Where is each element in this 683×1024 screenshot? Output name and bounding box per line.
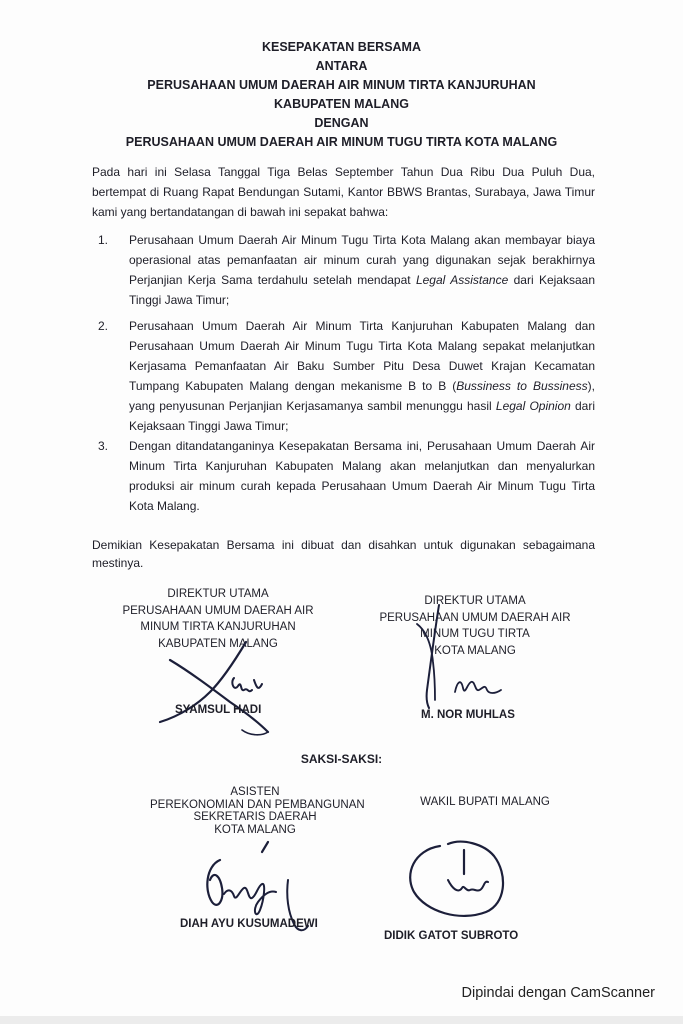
signatory-line: MINUM TIRTA KANJURUHAN — [140, 621, 296, 633]
signatory-line: KOTA MALANG — [434, 644, 516, 657]
witness-line: WAKIL BUPATI MALANG — [420, 796, 550, 808]
signature-left — [150, 632, 310, 742]
title-line: PERUSAHAAN UMUM DAERAH AIR MINUM TIRTA KANJURUHAN — [147, 78, 536, 92]
title-line: PERUSAHAAN UMUM DAERAH AIR MINUM TUGU TIRTA KOTA MALANG — [125, 135, 558, 149]
witness-heading: SAKSI-SAKSI: — [300, 752, 383, 766]
scanner-watermark: Dipindai dengan CamScanner — [461, 985, 655, 1001]
signatory-right-name: M. NOR MUHLAS — [421, 709, 515, 721]
witness-left-title — [150, 786, 365, 836]
document-title — [0, 38, 683, 152]
witness-line: ASISTEN — [230, 786, 280, 798]
list-number: 2. — [98, 319, 109, 333]
witness-right-signature — [400, 830, 540, 930]
list-number: 1. — [98, 233, 109, 247]
title-line: KABUPATEN MALANG — [274, 97, 409, 111]
witness-right-title — [385, 794, 585, 811]
list-text: Dengan ditandatanganinya Kesepakatan Bersama ini, Perusahaan Umum Daerah Air Minum Tirta Kanjuruhan Kabupaten Malang akan melanjutkan dan menyalurkan produksi air minum curah kepada Perusahaan Umum Daerah Air Minum Tugu Tirta Kota Malang. — [129, 439, 595, 513]
title-line: ANTARA — [315, 59, 368, 73]
title-line: KESEPAKATAN BERSAMA — [261, 40, 422, 54]
emphasis: Bussiness to Bussiness — [456, 379, 588, 393]
intro-paragraph: Pada hari ini Selasa Tanggal Tiga Belas September Tahun Dua Ribu Dua Puluh Dua, bertempat di Ruang Rapat Bendungan Sutami, Kantor BBWS Brantas, Surabaya, Jawa Timur kami yang bertandatangan di bawah ini sepakat bahwa: — [92, 165, 595, 219]
signatory-line: PERUSAHAAN UMUM DAERAH AIR — [379, 611, 571, 624]
signatory-left-name: SYAMSUL HADI — [175, 704, 262, 716]
emphasis: Legal Opinion — [495, 399, 571, 413]
list-text: Perusahaan Umum Daerah Air Minum Tirta Kanjuruhan Kabupaten Malang dan Perusahaan Umum Daerah Air Minum Tugu Tirta Kota Malang sepakat melanjutkan Kerjasama Pemanfaatan Air Baku Sumber Pitu Desa Duwet Krajan Kecamatan Tumpang Kabupaten Malang dengan mekanisme B to B (Bussiness to Bussiness), yang penyusunan Perjanjian Kerjasamanya sambil menunggu hasil Legal Opinion dari Kejaksaan Tinggi Jawa Timur; — [129, 319, 596, 433]
witness-left-name: DIAH AYU KUSUMADEWI — [180, 918, 318, 930]
list-text: Perusahaan Umum Daerah Air Minum Tugu Tirta Kota Malang akan membayar biaya operasional atas pemanfaatan air minum curah yang digunakan sejak berakhirnya Perjanjian Kerja Sama terdahulu setelah mendapat Legal Assistance dari Kejaksaan Tinggi Jawa Timur; — [129, 233, 596, 307]
list-number: 3. — [98, 439, 109, 453]
witness-line: SEKRETARIS DAERAH — [193, 811, 317, 823]
signatory-line: PERUSAHAAN UMUM DAERAH AIR — [122, 604, 314, 617]
signatory-line: DIREKTUR UTAMA — [424, 595, 526, 607]
emphasis: Legal Assistance — [415, 273, 509, 287]
signature-right — [405, 600, 545, 710]
witness-right-name: DIDIK GATOT SUBROTO — [384, 930, 519, 942]
witness-line: PEREKONOMIAN DAN PEMBANGUNAN — [150, 798, 365, 811]
closing-paragraph: Demikian Kesepakatan Bersama ini dibuat dan disahkan untuk digunakan sebagaimana mestinya. — [92, 538, 595, 570]
title-line: DENGAN — [314, 116, 369, 130]
signatory-line: MINUM TUGU TIRTA — [420, 628, 530, 640]
bottom-bar — [0, 1016, 683, 1024]
signatory-line: DIREKTUR UTAMA — [167, 588, 269, 600]
witness-line: KOTA MALANG — [214, 823, 296, 836]
signatory-line: KABUPATEN MALANG — [158, 637, 278, 650]
